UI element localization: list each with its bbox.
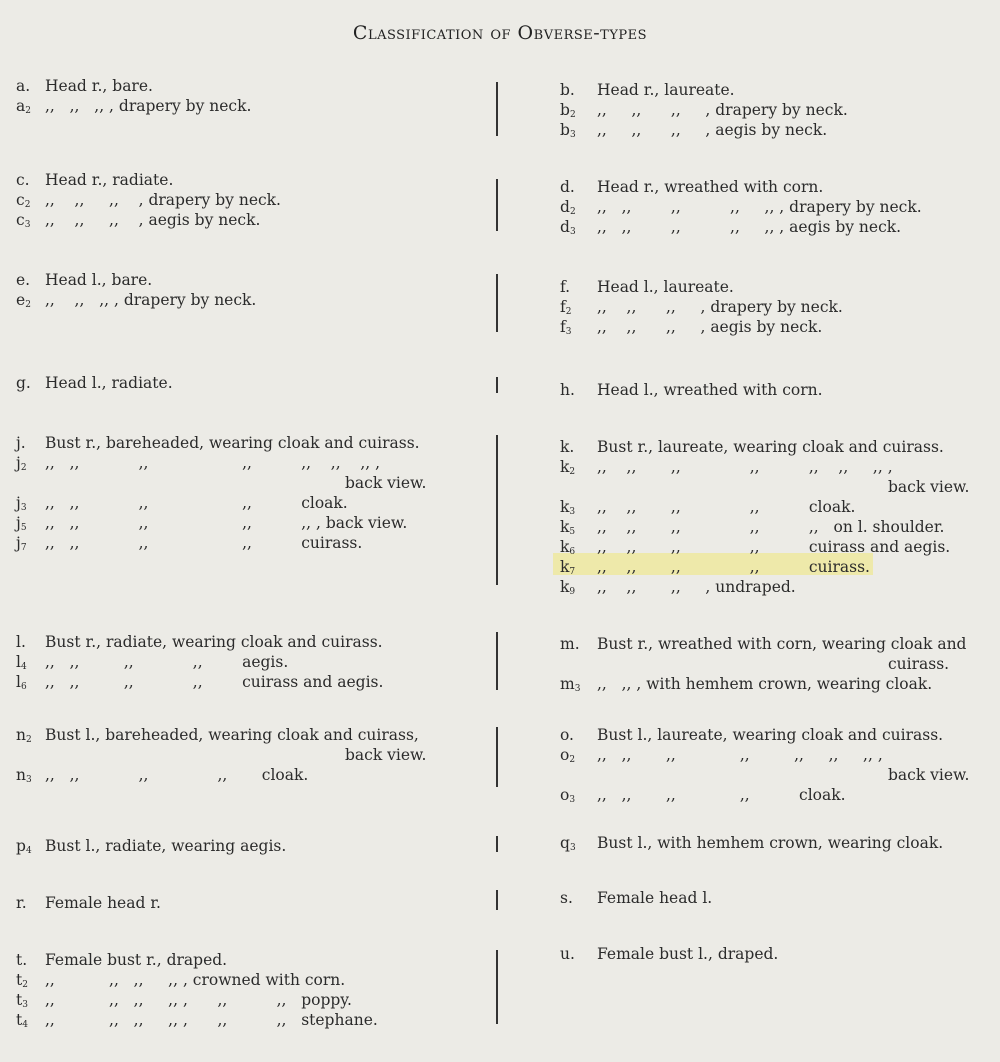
column-divider bbox=[496, 435, 498, 585]
entry-text: ,, ,, ,, ,, ,, on l. shoulder. bbox=[597, 518, 945, 536]
entry-key-n: $n_2$ bbox=[16, 726, 32, 745]
entry-key-q: $q_3$ bbox=[560, 834, 576, 853]
entry-key-j: $j_5$ bbox=[16, 514, 27, 533]
entry-key-j: $j_7$ bbox=[16, 534, 27, 553]
entry-key-b: $b_3$ bbox=[560, 121, 576, 140]
entry-text: ,, ,, ,, ,, , ,, ,, poppy. bbox=[45, 991, 352, 1009]
entry-key-l: $l_6$ bbox=[16, 673, 27, 692]
entry-continuation: back view. bbox=[888, 766, 970, 784]
entry-key-l: $l_4$ bbox=[16, 653, 27, 672]
column-divider bbox=[496, 950, 498, 1024]
entry-key-f: $f_2$ bbox=[560, 298, 572, 317]
entry-key-u: u. bbox=[560, 945, 575, 963]
entry-text: Head l., laureate. bbox=[597, 278, 734, 296]
entry-text: ,, ,, ,, ,, cloak. bbox=[45, 766, 309, 784]
entry-text: ,, ,, ,, ,, , ,, ,, stephane. bbox=[45, 1011, 378, 1029]
entry-key-c: $c_2$ bbox=[16, 191, 31, 210]
page-title: Classification of Obverse-types bbox=[352, 22, 648, 44]
entry-key-g: g. bbox=[16, 374, 31, 392]
entry-text: Female bust l., draped. bbox=[597, 945, 779, 963]
entry-text: Female head r. bbox=[45, 894, 161, 912]
entry-continuation: cuirass. bbox=[888, 655, 950, 673]
entry-text: ,, ,, ,, , drapery by neck. bbox=[597, 101, 848, 119]
entry-text: ,, ,, ,, ,, ,, , back view. bbox=[45, 514, 408, 532]
column-divider bbox=[496, 890, 498, 910]
entry-text: ,, ,, ,, ,, ,, , aegis by neck. bbox=[597, 218, 902, 236]
entry-key-k: $k_5$ bbox=[560, 518, 576, 537]
entry-text: Head r., bare. bbox=[45, 77, 153, 95]
entry-key-d: $d_2$ bbox=[560, 198, 576, 217]
entry-text: Bust r., radiate, wearing cloak and cuirass. bbox=[45, 633, 383, 651]
entry-key-l: l. bbox=[16, 633, 26, 651]
entry-text: Bust r., laureate, wearing cloak and cuirass. bbox=[597, 438, 944, 456]
entry-text: Bust l., laureate, wearing cloak and cuirass. bbox=[597, 726, 944, 744]
entry-text: ,, ,, ,, ,, cloak. bbox=[597, 498, 856, 516]
entry-key-k: $k_2$ bbox=[560, 458, 576, 477]
entry-text: ,, ,, ,, , aegis by neck. bbox=[597, 121, 828, 139]
entry-text: ,, ,, ,, ,, , crowned with corn. bbox=[45, 971, 346, 989]
entry-key-k: k. bbox=[560, 438, 575, 456]
entry-text: ,, ,, ,, ,, cuirass. bbox=[45, 534, 363, 552]
entry-key-d: $d_3$ bbox=[560, 218, 576, 237]
entry-key-a: $a_2$ bbox=[16, 97, 31, 116]
entry-key-o: $o_2$ bbox=[560, 746, 576, 765]
entry-text: ,, ,, ,, ,, cuirass. bbox=[597, 558, 870, 576]
column-divider bbox=[496, 632, 498, 690]
entry-key-e: $e_2$ bbox=[16, 291, 31, 310]
entry-text: Bust r., wreathed with corn, wearing cloak and bbox=[597, 635, 967, 653]
entry-key-b: $b_2$ bbox=[560, 101, 576, 120]
entry-key-r: r. bbox=[16, 894, 27, 912]
entry-text: Bust l., radiate, wearing aegis. bbox=[45, 837, 287, 855]
entry-key-o: o. bbox=[560, 726, 574, 744]
entry-text: Female bust r., draped. bbox=[45, 951, 228, 969]
entry-text: ,, ,, ,, ,, aegis. bbox=[45, 653, 289, 671]
entry-key-e: e. bbox=[16, 271, 31, 289]
entry-key-a: a. bbox=[16, 77, 31, 95]
entry-key-d: d. bbox=[560, 178, 575, 196]
entry-text: Bust l., bareheaded, wearing cloak and cuirass, bbox=[45, 726, 419, 744]
entry-text: ,, ,, ,, ,, ,, ,, ,, , bbox=[597, 746, 883, 764]
entry-continuation: back view. bbox=[888, 478, 970, 496]
entry-text: ,, ,, ,, ,, cloak. bbox=[45, 494, 348, 512]
entry-text: Head l., radiate. bbox=[45, 374, 173, 392]
entry-text: Bust r., bareheaded, wearing cloak and cuirass. bbox=[45, 434, 420, 452]
entry-text: ,, ,, ,, ,, cuirass and aegis. bbox=[45, 673, 384, 691]
entry-text: ,, ,, ,, , drapery by neck. bbox=[45, 291, 257, 309]
entry-key-t: $t_3$ bbox=[16, 991, 28, 1010]
column-divider bbox=[496, 82, 498, 136]
column-divider bbox=[496, 836, 498, 852]
entry-text: ,, ,, ,, , drapery by neck. bbox=[45, 191, 281, 209]
entry-key-t: $t_2$ bbox=[16, 971, 28, 990]
entry-text: ,, ,, ,, , drapery by neck. bbox=[597, 298, 843, 316]
entry-text: Female head l. bbox=[597, 889, 713, 907]
entry-text: Head l., bare. bbox=[45, 271, 153, 289]
entry-key-c: $c_3$ bbox=[16, 211, 31, 230]
entry-continuation: back view. bbox=[345, 746, 427, 764]
entry-key-h: h. bbox=[560, 381, 575, 399]
entry-text: ,, ,, ,, , undraped. bbox=[597, 578, 796, 596]
column-divider bbox=[496, 377, 498, 393]
entry-text: ,, ,, ,, ,, cloak. bbox=[597, 786, 846, 804]
column-divider bbox=[496, 274, 498, 332]
column-divider bbox=[496, 727, 498, 787]
entry-text: ,, ,, ,, ,, ,, , drapery by neck. bbox=[597, 198, 922, 216]
entry-text: Head r., laureate. bbox=[597, 81, 735, 99]
entry-key-k: $k_9$ bbox=[560, 578, 576, 597]
entry-key-o: $o_3$ bbox=[560, 786, 576, 805]
entry-key-k: $k_3$ bbox=[560, 498, 576, 517]
entry-key-s: s. bbox=[560, 889, 573, 907]
entry-text: Head l., wreathed with corn. bbox=[597, 381, 823, 399]
entry-key-j: $j_2$ bbox=[16, 454, 27, 473]
entry-continuation: back view. bbox=[345, 474, 427, 492]
entry-key-m: $m_3$ bbox=[560, 675, 581, 694]
entry-text: ,, ,, , with hemhem crown, wearing cloak. bbox=[597, 675, 933, 693]
entry-text: ,, ,, ,, ,, ,, ,, ,, , bbox=[597, 458, 893, 476]
entry-key-n: $n_3$ bbox=[16, 766, 32, 785]
entry-text: ,, ,, ,, , aegis by neck. bbox=[597, 318, 823, 336]
entry-key-j: $j_3$ bbox=[16, 494, 27, 513]
entry-text: Bust l., with hemhem crown, wearing cloak. bbox=[597, 834, 944, 852]
entry-text: ,, ,, ,, ,, ,, ,, ,, , bbox=[45, 454, 381, 472]
entry-text: Head r., wreathed with corn. bbox=[597, 178, 824, 196]
entry-key-j: j. bbox=[16, 434, 26, 452]
entry-key-t: $t_4$ bbox=[16, 1011, 28, 1030]
entry-text: ,, ,, ,, ,, cuirass and aegis. bbox=[597, 538, 951, 556]
entry-key-c: c. bbox=[16, 171, 30, 189]
entry-key-m: m. bbox=[560, 635, 580, 653]
entry-text: ,, ,, ,, , drapery by neck. bbox=[45, 97, 252, 115]
column-divider bbox=[496, 179, 498, 231]
entry-text: ,, ,, ,, , aegis by neck. bbox=[45, 211, 261, 229]
entry-key-t: t. bbox=[16, 951, 28, 969]
entry-key-k: $k_7$ bbox=[560, 558, 576, 577]
entry-key-k: $k_6$ bbox=[560, 538, 576, 557]
entry-key-f: $f_3$ bbox=[560, 318, 572, 337]
entry-key-p: $p_4$ bbox=[16, 837, 32, 856]
entry-text: Head r., radiate. bbox=[45, 171, 174, 189]
entry-key-f: f. bbox=[560, 278, 571, 296]
entry-key-b: b. bbox=[560, 81, 575, 99]
